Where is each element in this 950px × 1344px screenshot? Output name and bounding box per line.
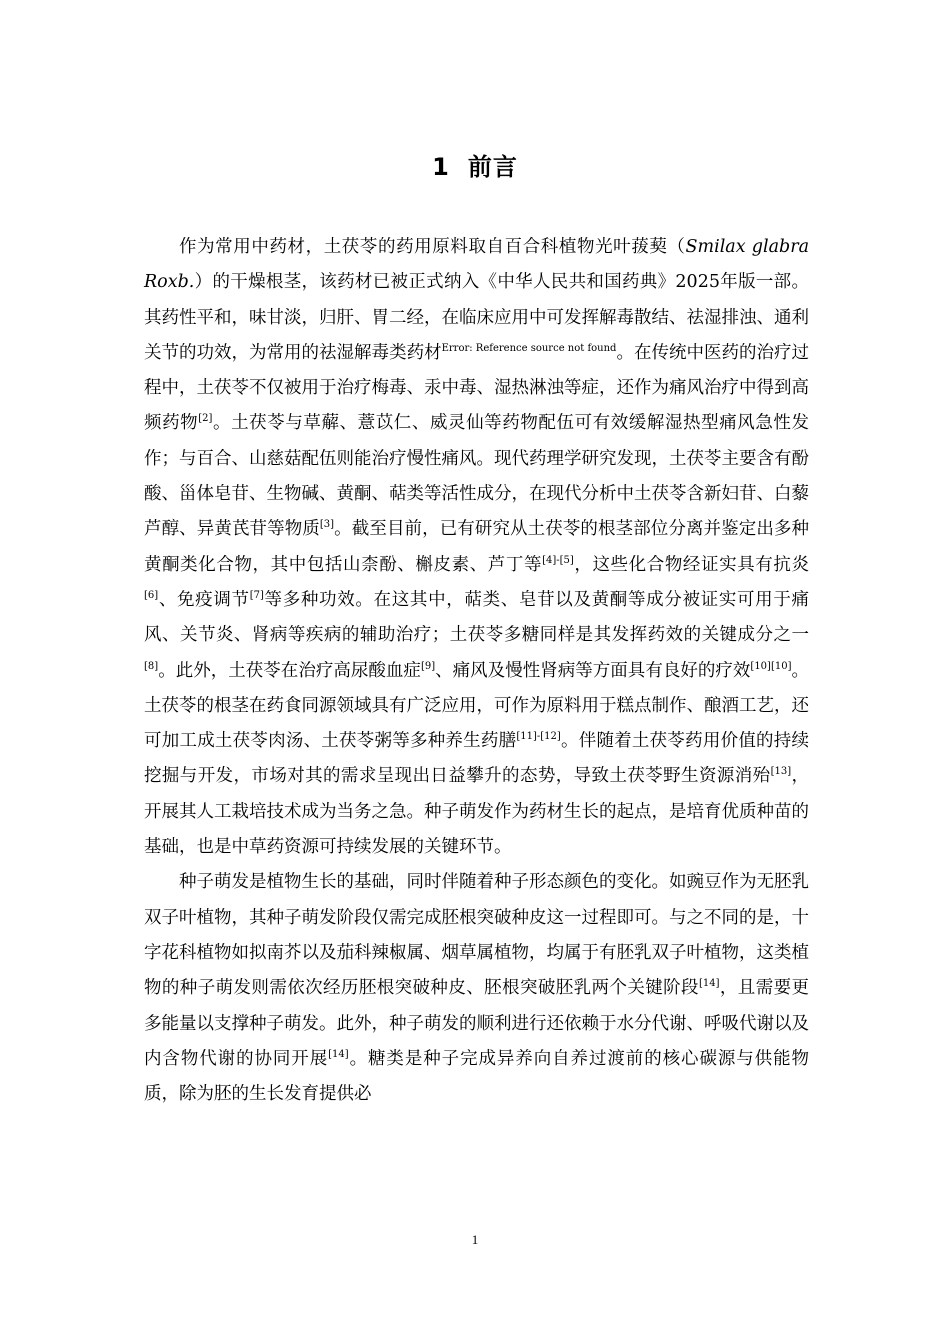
text-run: 。伴随着土茯苓药用价值的持续挖掘与开发，市场对其的需求呈现出日益攀升的态势，导致土茯苓野生资源消殆 bbox=[144, 731, 810, 787]
text-run: ，这些化合物经证实具有抗炎 bbox=[573, 554, 809, 575]
citation[interactable]: [9] bbox=[420, 660, 436, 672]
citation[interactable]: [3] bbox=[319, 519, 335, 531]
text-run: 。土茯苓的根茎在药食同源领域具有广泛应用，可作为原料用于糕点制作、酿酒工艺，还可加工成土茯苓肉汤、土茯苓粥等多种养生药膳 bbox=[144, 660, 810, 752]
text-run: 、痛风及慢性肾病等方面具有良好的疗效 bbox=[435, 660, 751, 681]
text-run: ）的干燥根茎，该药材已被正式纳入《中华人民共和国药典》2025年版一部。其药性平和，味甘淡，归肝、胃二经，在临床应用中可发挥解毒散结、祛湿排浊、通利关节的功效，为常用的祛湿解毒类药材 bbox=[144, 272, 809, 363]
section-heading bbox=[0, 148, 950, 186]
paragraph-2 bbox=[144, 865, 809, 1112]
citation[interactable]: [13] bbox=[770, 766, 792, 778]
latin-name: Smilax glabra Roxb. bbox=[144, 237, 809, 293]
citation[interactable]: [11]-[12] bbox=[516, 731, 561, 743]
paragraph-1 bbox=[144, 230, 809, 865]
text-run: 。糖类是种子完成异养向自养过渡前的核心碳源与供能物质，除为胚的生长发育提供必 bbox=[144, 1048, 810, 1105]
citation[interactable]: [10][10] bbox=[750, 660, 792, 672]
page-number: 1 bbox=[471, 1232, 479, 1247]
citation[interactable]: [14] bbox=[698, 978, 720, 990]
citation[interactable]: [14] bbox=[328, 1048, 349, 1060]
text-run: 种子萌发是植物生长的基础，同时伴随着种子形态颜色的变化。如豌豆作为无胚乳双子叶植物，其种子萌发阶段仅需完成胚根突破种皮这一过程即可。与之不同的是，十字花科植物如拟南芥以及茄科辣椒属、烟草属植物，均属于有胚乳双子叶植物，这类植物的种子萌发则需依次经历胚根突破种皮、胚根突破胚乳两个关键阶段 bbox=[144, 872, 809, 999]
text-run: 。此外，土茯苓在治疗高尿酸血症 bbox=[158, 660, 421, 681]
text-run: 。土茯苓与草薢、薏苡仁、威灵仙等药物配伍可有效缓解湿热型痛风急性发作；与百合、山慈菇配伍则能治疗慢性痛风。现代药理学研究发现，土茯苓主要含有酚酸、甾体皂苷、生物碱、黄酮、萜类等活性成分，在现代分析中土茯苓含新妇苷、白藜芦醇、异黄芪苷等物质 bbox=[144, 413, 810, 540]
section-number: 1 bbox=[432, 153, 450, 181]
citation[interactable]: [7] bbox=[249, 589, 264, 601]
text-run: ，开展其人工栽培技术成为当务之急。种子萌发作为药材生长的起点，是培育优质种苗的基础，也是中草药资源可持续发展的关键环节。 bbox=[144, 766, 810, 858]
reference-error: Error: Reference source not found bbox=[441, 342, 617, 354]
section-title: 前言 bbox=[467, 153, 518, 181]
text-run: 。在传统中医药的治疗过程中，土茯苓不仅被用于治疗梅毒、汞中毒、湿热淋浊等症，还作为痛风治疗中得到高频药物 bbox=[144, 342, 810, 434]
text-run: ，且需要更多能量以支撑种子萌发。此外，种子萌发的顺利进行还依赖于水分代谢、呼吸代谢以及内含物代谢的协同开展 bbox=[144, 978, 810, 1069]
text-run: 等多种功效。在这其中，萜类、皂苷以及黄酮等成分被证实可用于痛风、关节炎、肾病等疾病的辅助治疗；土茯苓多糖同样是其发挥药效的关键成分之一 bbox=[144, 589, 810, 646]
text-run: 。截至目前，已有研究从土茯苓的根茎部位分离并鉴定出多种黄酮类化合物，其中包括山柰酚、槲皮素、芦丁等 bbox=[144, 519, 810, 575]
text-run: 作为常用中药材，土茯苓的药用原料取自百合科植物光叶菝葜（ bbox=[179, 237, 686, 257]
citation[interactable]: [4]-[5] bbox=[542, 554, 574, 566]
citation[interactable]: [6] bbox=[144, 589, 159, 601]
citation[interactable]: [2] bbox=[198, 413, 213, 425]
text-run: 、免疫调节 bbox=[158, 589, 250, 610]
body-text bbox=[144, 230, 809, 1112]
citation[interactable]: [8] bbox=[144, 660, 159, 672]
